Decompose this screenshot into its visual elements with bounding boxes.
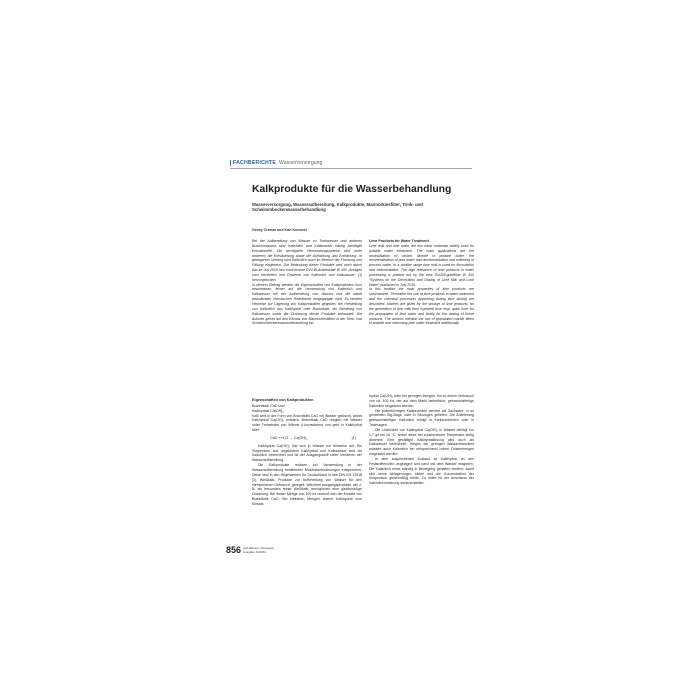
article-title: Kalkprodukte für die Wasserbehandlung xyxy=(252,184,452,195)
subsection-label: Wasserversorgung xyxy=(279,160,323,166)
body-column-left xyxy=(252,398,362,507)
header-accent-bar xyxy=(230,160,231,166)
subsection-heading: Kalkhydrat Ca(OH)₂ xyxy=(252,408,284,413)
document-page xyxy=(218,150,484,555)
body-paragraph: In dem suspendierten Zustand ist Kalkhydrat an den Feststoffteilchen angelagert und kann mit dem Wasser reagieren. Die Kalkmilch muss ständig in Bewegung gehalten werden, damit sich keine Ablagerungen bilden und die Konzentration der Suspension gleichmäßig bleibt. Zu rollen ist der Anschluss der Kalkmilchdosierung sicherzustellen. xyxy=(369,456,474,486)
abstract-de-paragraph: Bei der Aufbereitung von Wasser zu Trinkwasser und anderen Brauchwassern sind Kalkmilch und Kalkwasser häufig benötigte Einsatzstoffe. Die wichtigsten Verwendungszwecke sind unter anderem die Entsäuerung sowie die Aufhärtung und Enthärtung. In geringerem Umfang wird Kalkmilch auch im Bereich der Flockung und Fällung eingesetzt. Die Bedeutung dieser Produkte wird auch durch das im Juli 2010 neu erschienene DVGW-Arbeitsblatt W 400 „Anlagen zum Herstellen und Dosieren von Kalkmilch und Kalkwasser“ [1] hervorgehoben. xyxy=(252,239,362,282)
page-number: 856 xyxy=(226,545,242,555)
article-authors: Georg Cramm und Karl Kummel xyxy=(252,228,307,232)
body-paragraph: Kalkhydrat Ca(OH)₂ löst sich in Wasser nur teilweise auf. Die Suspension aus ungelöstem Kalkhydrat und Kalkwasser wird als Kalkmilch bezeichnet und ist der Ausgangsstoff vieler Verfahren der Wasseraufbereitung. xyxy=(252,443,362,463)
abstract-de-paragraph: In diesem Beitrag werden die Eigenschaften von Kalkprodukten kurz beschrieben, ferner auf die Verwendung von Kalkmilch und Kalkwasser bei der Aufbereitung von Wasser und die dabei ablaufenden chemischen Reaktionen eingegangen wird. Es werden Hinweise zur Lagerung von Kalkprodukten gegeben, die Herstellung von Kalkmilch aus Kalkhydrat oder Branntkalk, die Bereitung von Kalkwasser sowie die Dosierung dieser Produkte behandelt. Die Autoren gehen auf den Einsatz von Marmorkiesfiltern in der Trink- und Schwimmbeckenwasserbehandlung ein. xyxy=(252,282,362,326)
equation-text: CaO + H₂O → Ca(OH)₂ xyxy=(270,435,308,440)
body-paragraph: Kalk wird in der Form von Branntkalk CaO mit Wasser gelöscht, wobei Kalkhydrat Ca(OH)₂ entsteht. Branntkalk CaO reagiert mit Wasser unter Freiwerden von Wärme (Löschwärme) und geht in Kalkhydrat über: xyxy=(252,413,362,433)
journal-info xyxy=(243,547,274,554)
body-paragraph: Die pulverförmigen Kalkprodukte werden als Sackware, in so genannten Big-Bags, oder in Silozügen geliefert. Die Anlieferung gebrauchsfertiger Kalkmilch erfolgt in Kleincontainern oder in Tankwagen. xyxy=(369,408,474,428)
journal-name: gwf-Wasser | Abwasser xyxy=(243,546,275,551)
body-paragraph: Die Kalkprodukte müssen bei Verwendung in der Wasseraufbereitung bestimmten Mindestanforderungen entsprechen. Diese sind in den Regelwerken für Deutschland in den DIN EN 12518 [1], Weißkalk, Produkte zur Aufbereitung von Wasser für den menschlichen Gebrauch, geregelt. Weichere Ausgangsprodukte, wie z. B. ein besonders reiner Weißkalk, ermöglichen eine gleichmäßige Dosierung. Bei dieser Menge von 100 t/a rechnet sich der Einsatz von Branntkalk CaO. Bei kleineren Mengen kommt Kalkhydrat zum Einsatz. xyxy=(252,463,362,506)
page-header xyxy=(230,160,322,166)
abstract-en-paragraph: Lime milk and lime water are two basic materials widely used for potable water treatment. The main applications are the neutralisation of carbon dioxide in potable water, the remineralisation of pool water and demineralisation and softening of process water. In a smaller range lime milk is used for flocculation and sedimentation. The high relevance of lime products in water processing is pointed out by the new DVGW-guideline W 400 “Systems for the Generation and Dosing of Lime Milk and Lime Water” published in July 2010. xyxy=(369,243,474,287)
section-label: FACHBERICHTE xyxy=(233,160,277,166)
article-keywords: Wasserversorgung, Wasseraufbereitung, Kalkprodukte, Marmorkiesfilter, Trink- und Schwimmbeckenwasserbehandlung xyxy=(252,202,423,213)
abstract-english xyxy=(369,239,474,326)
chemical-equation xyxy=(252,433,362,444)
abstract-en-title: Lime Products for Water Treatment xyxy=(369,239,429,243)
subsection-heading: Branntkalk CaO und xyxy=(252,403,285,408)
section-heading: Eigenschaften von Kalkprodukten xyxy=(252,398,314,402)
body-column-right xyxy=(369,394,474,486)
page-footer xyxy=(226,546,274,554)
body-paragraph: Die Löslichkeit von Kalkhydrat Ca(OH)₂ in Wasser beträgt nur 1,7 g/l bei 20 °C, wobei diese bei zunehmender Temperatur stetig abnimmt. Eine gesättigte Kalkhydratlösung wird auch als Kalkwasser bezeichnet. Wegen der geringen Wasserlöslichkeit müssen auch Kalkmilch bei entsprechend hohen Dosiermengen eingesetzt werden. xyxy=(369,427,474,457)
header-rule xyxy=(230,168,472,169)
equation-number: (1) xyxy=(351,435,356,440)
abstract-en-paragraph: In this treatise the main properties of lime products are summarised. Thereafter the use of lime products in water treatment and the chemical processes appearing during lime dosing are described. Advices are given for the storage of lime products, for the generation of lime milk from hydrated lime resp. quick lime, for the preparation of lime water and finally for the dosing of these products. The authors mention the use of granulated marble filters in potable and swimming pool water treatment additionally. xyxy=(369,287,474,326)
body-paragraph: hydrat Ca(OH)₂ oder bei geringen Mengen, bis zu einem Verbrauch von ca. 100 t/a, der auf dem Markt befindliche, gebrauchsfertige Kalkmilch eingesetzt werden. xyxy=(369,394,474,408)
abstract-german xyxy=(252,239,362,326)
journal-issue: Ausgabe 11/2010 xyxy=(243,549,267,554)
